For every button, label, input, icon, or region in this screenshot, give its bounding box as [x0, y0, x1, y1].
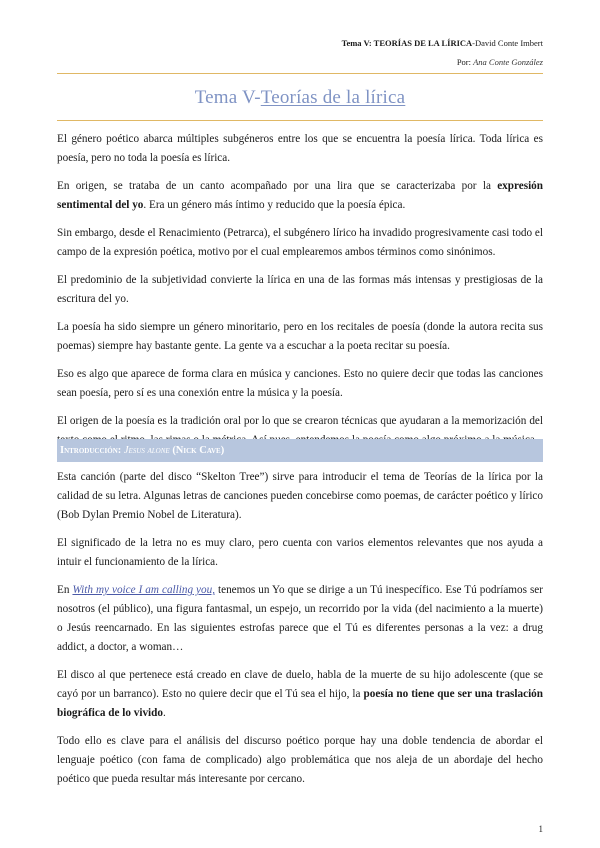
- section-song: Jesus alone: [123, 445, 170, 456]
- paragraph-text: tenemos un Yo que se dirige a un Tú inespecífico. Ese Tú podríamos ser nosotros (el público), una figura fantasmal, un espejo, un recorrido por la vida (del nacimiento a la muerte) o Jesús reencarnado. En las siguientes estrofas parece que el Tú es diferentes personas a la vez: a drug addict, a doctor, a woman…: [57, 584, 543, 653]
- title-divider: [57, 120, 543, 121]
- intro-body: [57, 130, 543, 459]
- section-body: [57, 468, 543, 798]
- paragraph: [57, 666, 543, 723]
- emphasis: poesía no tiene que ser una traslación biográfica de lo vivido: [57, 688, 544, 719]
- paragraph-text: . Era un género más íntimo y reducido que la poesía épica.: [143, 199, 406, 211]
- paragraph-text: .: [162, 707, 166, 719]
- running-header-byline: [457, 57, 543, 67]
- song-link[interactable]: With my voice I am calling you,: [72, 584, 215, 596]
- header-divider: [57, 73, 543, 74]
- paragraph-text: El disco al que pertenece está creado en clave de duelo, habla de la muerte de su hijo adolescente (que se cayó por un barranco). Esto no quiere decir que el Tú sea el hijo, la: [57, 669, 543, 700]
- title-underlined: Teorías de la lírica: [260, 87, 406, 108]
- emphasis: expresión sentimental del yo: [57, 180, 543, 211]
- paragraph: [57, 177, 543, 215]
- paragraph: Eso es algo que aparece de forma clara en música y canciones. Esto no quiere decir que todas las canciones sean poesía, pero sí es una conexión entre la música y la poesía.: [57, 368, 543, 399]
- paragraph: El predominio de la subjetividad convierte la lírica en una de las formas más intensas y prestigiosas de la escritura del yo.: [57, 274, 543, 305]
- paragraph: [57, 581, 543, 657]
- running-header-title: [342, 38, 543, 48]
- paragraph: La poesía ha sido siempre un género minoritario, pero en los recitales de poesía (donde la autora recita sus poemas) siempre hay bastante gente. La gente va a escuchar a la poeta recitar su poesía.: [57, 321, 543, 352]
- page-title: [0, 87, 600, 109]
- paragraph: Sin embargo, desde el Renacimiento (Petrarca), el subgénero lírico ha invadido progresivamente casi todo el campo de la expresión poética, motivo por el cual emplearemos ambos términos como sinónimos.: [57, 227, 543, 258]
- paragraph: El origen de la poesía es la tradición oral por lo que se crearon técnicas que ayudaran a la memorización del: [57, 415, 543, 427]
- section-label: Introducción:: [60, 445, 124, 456]
- paragraph: Todo ello es clave para el análisis del discurso poético porque hay una doble tendencia de abordar el lenguaje poético (con fama de complicado) algo problemática que nos aleja de un abordaje del hecho poético que pueda resultar más interesante por cercano.: [57, 735, 543, 785]
- header-author: -David Conte Imbert: [472, 38, 543, 48]
- paragraph: Esta canción (parte del disco “Skelton Tree”) sirve para introducir el tema de Teorías de la lírica por la calidad de su letra. Algunas letras de canciones pueden concebirse como poemas, de carácter poético y lírico (Bob Dylan Premio Nobel de Literatura).: [57, 471, 543, 521]
- section-heading: [57, 439, 543, 462]
- paragraph: El género poético abarca múltiples subgéneros entre los que se encuentra la poesía lírica. Toda lírica es poesía, pero no toda la poesía es lírica.: [57, 133, 543, 164]
- header-byline-author: Ana Conte González: [473, 57, 543, 67]
- section-artist: (Nick Cave): [169, 445, 225, 456]
- paragraph-text: En origen, se trataba de un canto acompañado por una lira que se caracterizaba por la: [57, 180, 498, 192]
- page-number: 1: [538, 824, 543, 834]
- paragraph: El significado de la letra no es muy claro, pero cuenta con varios elementos relevantes que nos ayuda a intuir el funcionamiento de la lírica.: [57, 537, 543, 568]
- paragraph-text: En: [57, 584, 73, 596]
- title-prefix: Tema V-: [194, 87, 261, 108]
- header-by-label: Por:: [456, 57, 471, 67]
- header-topic: Tema V: TEORÍAS DE LA LÍRICA: [341, 38, 473, 48]
